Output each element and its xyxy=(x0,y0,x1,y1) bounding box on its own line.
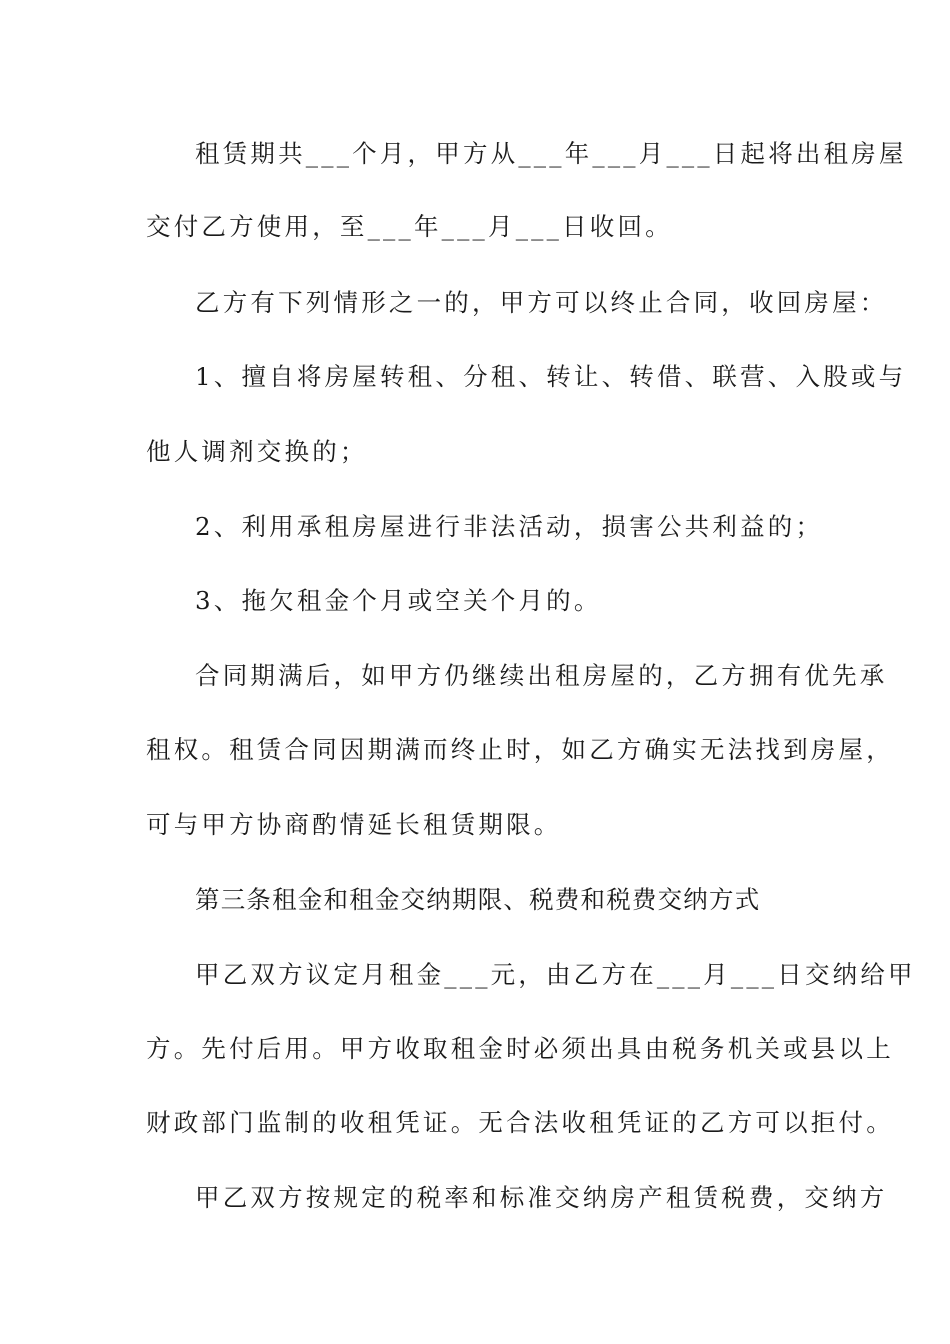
section-heading: 第三条租金和租金交纳期限、税费和税费交纳方式 xyxy=(195,885,761,914)
paragraph-line: 可与甲方协商酌情延长租赁期限。 xyxy=(146,810,562,839)
list-item: 2、利用承租房屋进行非法活动，损害公共利益的； xyxy=(195,512,824,541)
paragraph-line: 租赁期共___个月，甲方从___年___月___日起将出租房屋 xyxy=(195,139,907,168)
list-item: 1、擅自将房屋转租、分租、转让、转借、联营、入股或与 xyxy=(195,362,907,391)
list-item-continuation: 他人调剂交换的； xyxy=(146,437,368,466)
paragraph-line: 乙方有下列情形之一的，甲方可以终止合同，收回房屋： xyxy=(195,288,888,317)
paragraph-line: 方。先付后用。甲方收取租金时必须出具由税务机关或县以上 xyxy=(146,1034,894,1063)
paragraph-line: 交付乙方使用，至___年___月___日收回。 xyxy=(146,212,673,241)
paragraph-line: 财政部门监制的收租凭证。无合法收租凭证的乙方可以拒付。 xyxy=(146,1108,894,1137)
list-item: 3、拖欠租金个月或空关个月的。 xyxy=(195,586,602,615)
paragraph-line: 甲乙双方按规定的税率和标准交纳房产租赁税费，交纳方 xyxy=(195,1183,888,1212)
paragraph-line: 租权。租赁合同因期满而终止时，如乙方确实无法找到房屋， xyxy=(146,735,894,764)
paragraph-line: 甲乙双方议定月租金___元，由乙方在___月___日交纳给甲 xyxy=(195,960,916,989)
paragraph-line: 合同期满后，如甲方仍继续出租房屋的，乙方拥有优先承 xyxy=(195,661,888,690)
